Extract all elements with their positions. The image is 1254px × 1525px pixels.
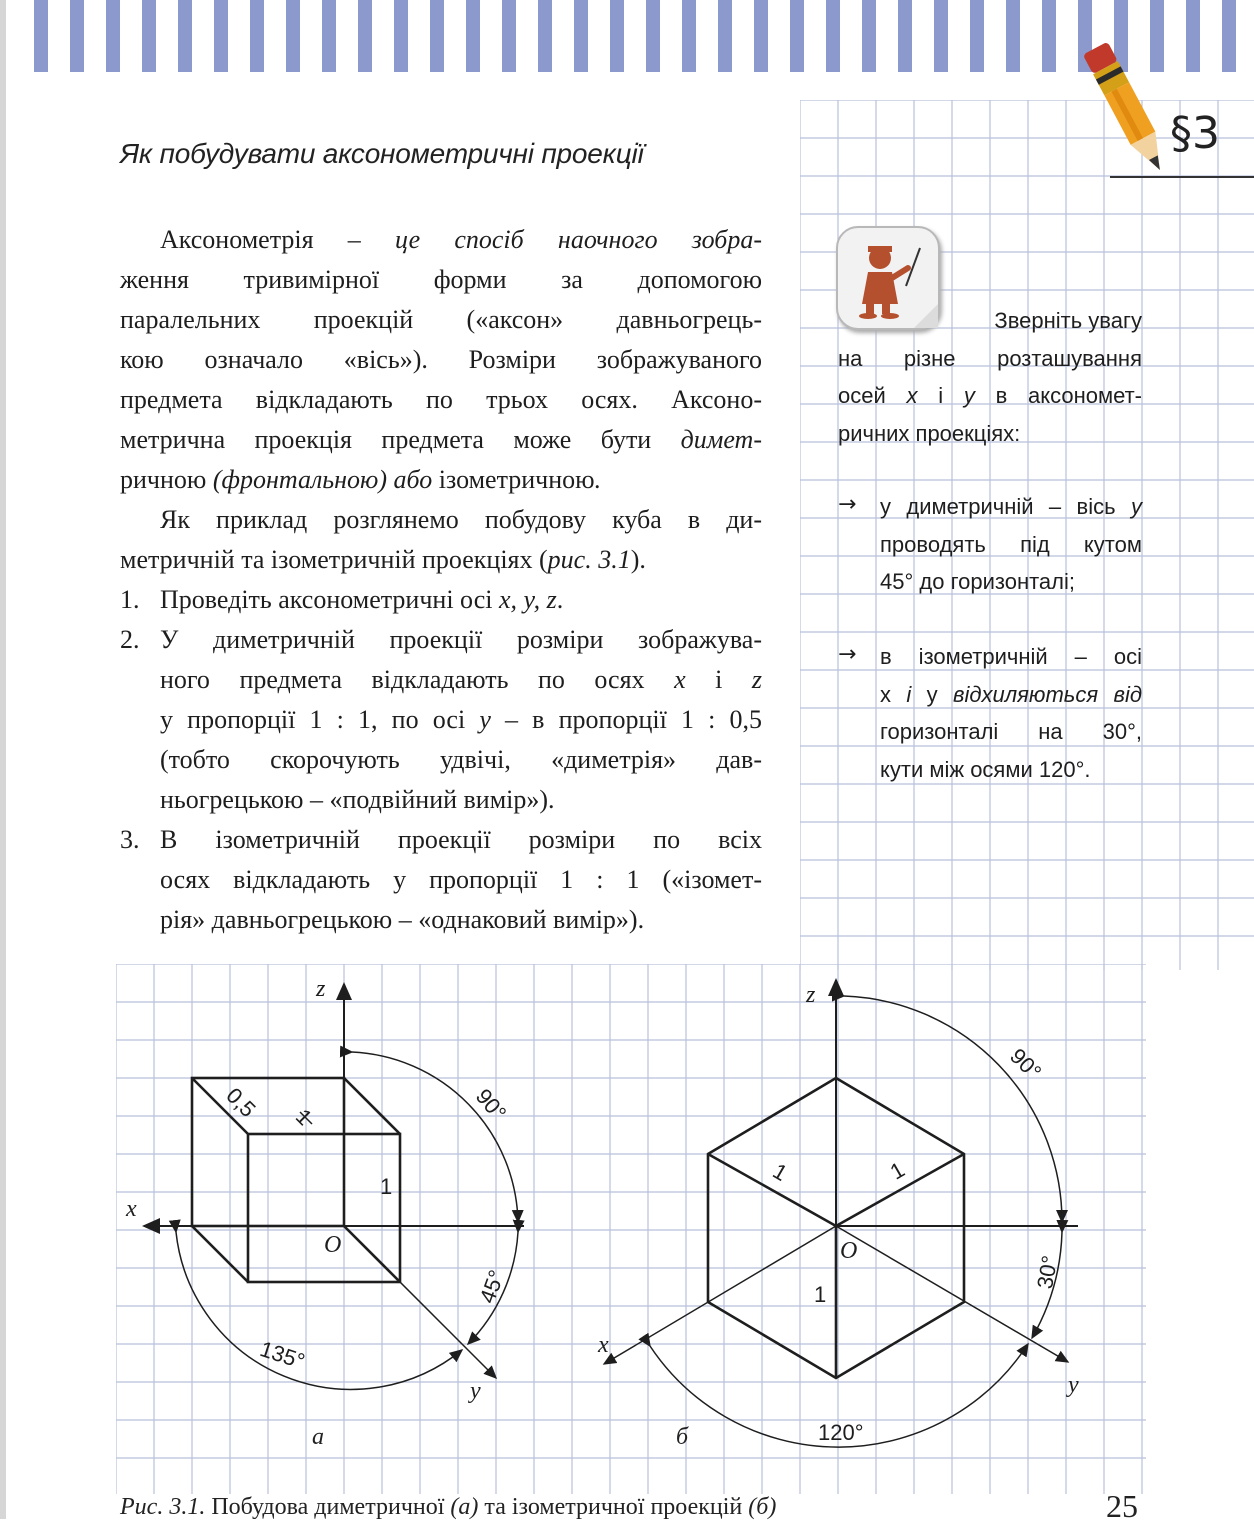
- figure-caption: [120, 1494, 776, 1521]
- caption-part: (б): [748, 1494, 777, 1520]
- dimetric-angle-135-label: 135°: [256, 1336, 308, 1374]
- text-run: і: [685, 665, 752, 694]
- text-run: і: [917, 383, 964, 408]
- list-number: 1.: [120, 585, 140, 614]
- italic-term: y: [1131, 494, 1142, 519]
- isometric-right-edge-label: 1: [885, 1156, 909, 1185]
- italic-term: z: [751, 665, 762, 694]
- italic-term: рис. 3.1: [547, 545, 631, 574]
- text-run: ного предмета відкладають по осях: [160, 665, 675, 694]
- dimetric-angle-45-label: 45°: [474, 1266, 510, 1307]
- text-run: .: [556, 585, 564, 614]
- italic-term: відхиляються від: [937, 681, 1142, 707]
- dimetric-angle-90-label: 90°: [470, 1083, 512, 1126]
- italic-term: x, y, z: [498, 585, 557, 614]
- section-mark: §3: [1170, 108, 1220, 159]
- isometric-angle-90-label: 90°: [1005, 1043, 1047, 1085]
- sidebar-bullet-line: кути між осями 120°.: [880, 756, 1091, 782]
- caption-part: Побудова диметричної: [205, 1494, 451, 1520]
- list-number: 3.: [120, 825, 140, 854]
- figure-b-label: б: [676, 1424, 689, 1450]
- text-run: Проведіть аксонометричні осі: [160, 585, 499, 614]
- text-run: метричній та ізометричній проекціях (: [120, 545, 548, 574]
- isometric-angle-120-label: 120°: [818, 1420, 864, 1445]
- list-item-line: рія» давньогрецькою – «однаковий вимір»).: [160, 905, 645, 934]
- text-run: у диметричній – вісь: [880, 494, 1131, 519]
- isometric-y-axis: [836, 1226, 1068, 1362]
- text-run: Аксонометрія: [160, 225, 314, 254]
- isometric-y-label: y: [1068, 1372, 1079, 1398]
- sidebar-bullet-line: проводять під кутом: [880, 531, 1142, 557]
- italic-term: – це спосіб наочного зобра-: [313, 225, 762, 254]
- text-run: в аксономет-: [974, 383, 1142, 408]
- sidebar-bullet-line: 45° до горизонталі;: [880, 569, 1075, 594]
- dimetric-z-label: z: [316, 976, 326, 1002]
- sidebar-line: на різне розташування: [838, 345, 1142, 371]
- isometric-x-axis: [604, 1226, 836, 1364]
- dimetric-x-label: x: [126, 1196, 137, 1222]
- section-heading: Як побудувати аксонометричні проекції: [120, 138, 644, 169]
- right-arrow-icon: →: [838, 642, 857, 667]
- text-run: у пропорції 1 : 1, по осі: [160, 705, 480, 734]
- page-number: 25: [1106, 1488, 1138, 1524]
- text-run: ізометричною: [438, 465, 595, 494]
- italic-term: .: [594, 465, 602, 494]
- dimetric-y-label: y: [470, 1378, 481, 1404]
- right-arrow-icon: →: [838, 492, 857, 517]
- caption-part: (а): [450, 1494, 479, 1520]
- paragraph-line: ження тривимірної форми за допомогою: [120, 265, 762, 294]
- isometric-vertical-edge-label: 1: [814, 1282, 827, 1307]
- dimetric-width-label: 1: [290, 1103, 318, 1131]
- text-run: x: [880, 681, 891, 707]
- text-run: метрична проекція предмета може бути: [120, 425, 681, 454]
- dimetric-height-label: 1: [380, 1174, 393, 1199]
- text-run: – в пропорції 1 : 0,5: [490, 705, 762, 734]
- sidebar-line: ричних проекціях:: [838, 420, 1021, 446]
- italic-term: і: [891, 681, 927, 707]
- italic-term: y: [963, 383, 975, 408]
- list-item-line: В ізометричній проекції розміри по всіх: [160, 825, 762, 854]
- isometric-angle-30-label: 30°: [1032, 1253, 1063, 1291]
- text-run: y: [926, 681, 938, 707]
- text-run: осей: [838, 383, 907, 408]
- paragraph-line: паралельних проекцій («аксон» давньогрець-: [120, 305, 762, 334]
- list-item-line: осях відкладають у пропорції 1 : 1 («ізомет-: [160, 865, 762, 894]
- figure-a-label: а: [312, 1424, 324, 1450]
- isometric-angle-90-arc: [844, 996, 1062, 1222]
- isometric-z-label: z: [806, 982, 816, 1008]
- paragraph-line: предмета відкладають по трьох осях. Аксоно-: [120, 385, 762, 414]
- caption-part: та ізометричної проекцій: [478, 1494, 749, 1520]
- paragraph-line: Як приклад розглянемо побудову куба в ди-: [160, 505, 762, 534]
- italic-term: x: [674, 665, 686, 694]
- isometric-x-label: x: [598, 1332, 609, 1358]
- paragraph-line: кою означало «вісь»). Розміри зображуваного: [120, 345, 762, 374]
- dimetric-depth-label: 0,5: [221, 1082, 261, 1123]
- dimetric-origin-label: O: [324, 1232, 342, 1258]
- list-item-line: (тобто скорочують удвічі, «диметрія» дав-: [160, 745, 762, 774]
- sidebar-bullet-line: в ізометричній – осі: [880, 644, 1142, 669]
- isometric-origin-label: O: [840, 1238, 858, 1264]
- italic-term: y: [479, 705, 491, 734]
- text-run: ричною: [120, 465, 207, 494]
- sidebar-line: Зверніть увагу: [994, 308, 1142, 333]
- caption-part: Рис. 3.1.: [120, 1494, 206, 1520]
- italic-term: x: [906, 383, 918, 408]
- text-run: ).: [630, 545, 646, 574]
- sidebar-bullet-line: горизонталі на 30°,: [880, 719, 1142, 744]
- isometric-left-edge-label: 1: [768, 1158, 792, 1186]
- list-item-line: ньогрецькою – «подвійний вимір»).: [160, 785, 555, 814]
- list-item-line: У диметричній проекції розміри зображува-: [160, 625, 762, 654]
- italic-term: (фронтальною) або: [206, 465, 439, 494]
- list-number: 2.: [120, 625, 140, 654]
- italic-term: димет-: [680, 425, 762, 454]
